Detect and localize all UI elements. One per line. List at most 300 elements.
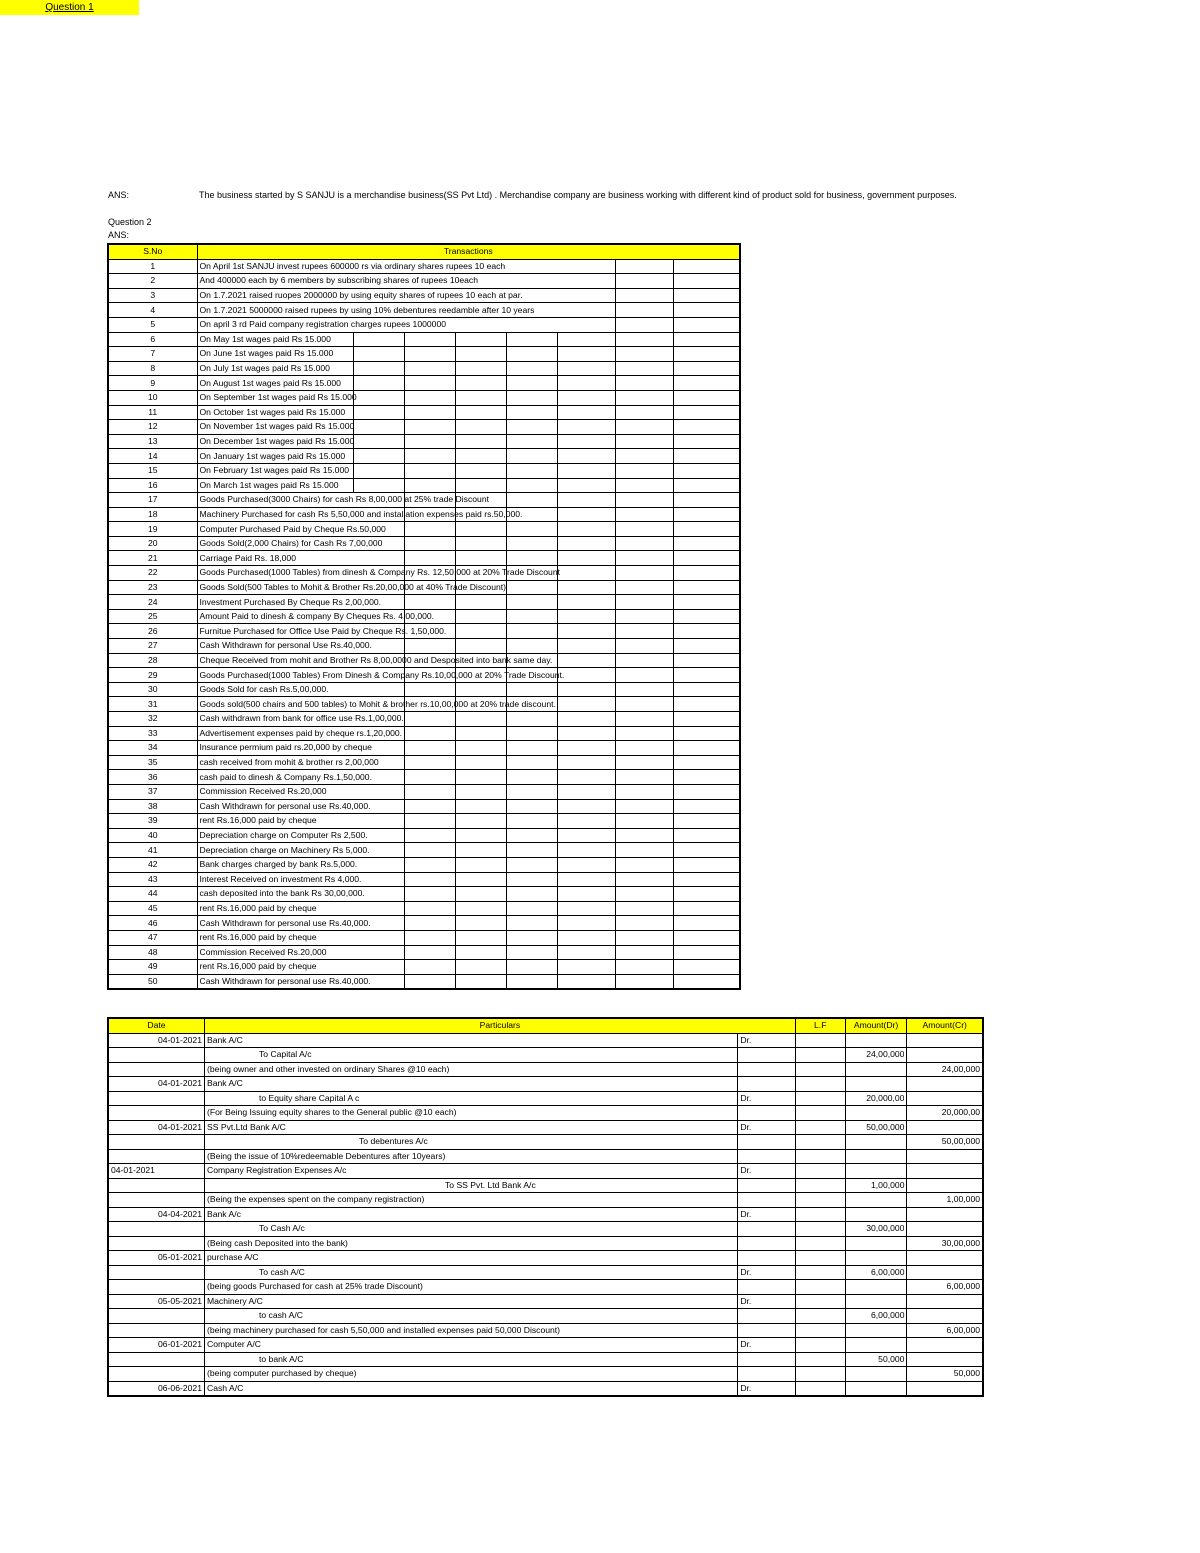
journal-row (108, 1338, 983, 1353)
empty-cell (615, 828, 673, 843)
journal-date (108, 1178, 204, 1193)
empty-cell (557, 726, 615, 741)
journal-row (108, 1309, 983, 1324)
empty-cell (506, 609, 557, 624)
empty-cell (506, 726, 557, 741)
journal-row (108, 1352, 983, 1367)
transaction-row (108, 536, 740, 551)
empty-cell (455, 551, 506, 566)
empty-cell (404, 887, 455, 902)
empty-cell (404, 463, 455, 478)
empty-cell (404, 478, 455, 493)
empty-cell (673, 916, 740, 931)
empty-cell (455, 930, 506, 945)
header-amount-dr: Amount(Dr) (845, 1018, 907, 1033)
journal-row (108, 1280, 983, 1295)
empty-cell (673, 828, 740, 843)
empty-cell (455, 872, 506, 887)
transaction-text: On December 1st wages paid Rs 15.000 (197, 434, 353, 449)
journal-amount-dr: 50,000 (845, 1352, 907, 1367)
empty-cell (506, 434, 557, 449)
empty-cell (673, 872, 740, 887)
journal-amount-cr (907, 1149, 983, 1164)
transaction-sno: 1 (108, 259, 197, 274)
transaction-sno: 50 (108, 974, 197, 989)
empty-cell (506, 770, 557, 785)
empty-cell (404, 639, 455, 654)
journal-date: 04-04-2021 (108, 1207, 204, 1222)
empty-cell (506, 945, 557, 960)
journal-row (108, 1236, 983, 1251)
transaction-row (108, 960, 740, 975)
empty-cell (353, 376, 404, 391)
journal-particulars: Company Registration Expenses A/c (204, 1164, 737, 1179)
empty-cell (455, 449, 506, 464)
journal-date: 04-01-2021 (108, 1033, 204, 1048)
empty-cell (673, 274, 740, 289)
journal-amount-cr (907, 1120, 983, 1135)
journal-amount-dr (845, 1193, 907, 1208)
transaction-sno: 16 (108, 478, 197, 493)
empty-cell (506, 449, 557, 464)
transaction-row (108, 420, 740, 435)
journal-lf (795, 1367, 845, 1382)
journal-lf (795, 1280, 845, 1295)
journal-amount-cr: 24,00,000 (907, 1062, 983, 1077)
transaction-sno: 23 (108, 580, 197, 595)
empty-cell (615, 288, 673, 303)
transaction-sno: 36 (108, 770, 197, 785)
journal-amount-cr (907, 1207, 983, 1222)
empty-cell (673, 361, 740, 376)
empty-cell (404, 784, 455, 799)
transaction-text: On June 1st wages paid Rs 15.000 (197, 347, 353, 362)
empty-cell (673, 784, 740, 799)
empty-cell (557, 843, 615, 858)
empty-cell (557, 799, 615, 814)
journal-date: 05-05-2021 (108, 1294, 204, 1309)
transaction-row (108, 274, 740, 289)
transaction-sno: 29 (108, 668, 197, 683)
transaction-row (108, 303, 740, 318)
empty-cell (557, 814, 615, 829)
journal-dr-marker (738, 1149, 795, 1164)
journal-amount-cr (907, 1338, 983, 1353)
empty-cell (557, 784, 615, 799)
empty-cell (557, 376, 615, 391)
transaction-sno: 10 (108, 390, 197, 405)
journal-date: 05-01-2021 (108, 1251, 204, 1266)
transaction-text: Depreciation charge on Computer Rs 2,500. (197, 828, 404, 843)
empty-cell (506, 478, 557, 493)
journal-amount-cr (907, 1309, 983, 1324)
empty-cell (673, 624, 740, 639)
empty-cell (615, 930, 673, 945)
empty-cell (615, 507, 673, 522)
empty-cell (404, 361, 455, 376)
journal-particulars: To debentures A/c (204, 1135, 737, 1150)
empty-cell (673, 726, 740, 741)
transaction-sno: 4 (108, 303, 197, 318)
transaction-text: Amount Paid to dinesh & company By Cheques Rs. 4,00,000. (197, 609, 404, 624)
transaction-text: Commission Received Rs.20,000 (197, 945, 404, 960)
empty-cell (557, 449, 615, 464)
empty-cell (506, 974, 557, 989)
empty-cell (353, 434, 404, 449)
transaction-sno: 5 (108, 317, 197, 332)
transactions-header-row (108, 244, 740, 259)
journal-particulars: (being goods Purchased for cash at 25% trade Discount) (204, 1280, 737, 1295)
journal-amount-dr (845, 1106, 907, 1121)
journal-amount-dr (845, 1338, 907, 1353)
transaction-text: Machinery Purchased for cash Rs 5,50,000 and installation expenses paid rs.50,000. (197, 507, 404, 522)
journal-dr-marker: Dr. (738, 1120, 795, 1135)
journal-dr-marker: Dr. (738, 1381, 795, 1396)
journal-amount-cr: 50,00,000 (907, 1135, 983, 1150)
empty-cell (455, 712, 506, 727)
empty-cell (615, 303, 673, 318)
journal-dr-marker (738, 1367, 795, 1382)
empty-cell (615, 449, 673, 464)
empty-cell (615, 361, 673, 376)
journal-row (108, 1164, 983, 1179)
journal-dr-marker (738, 1222, 795, 1237)
transaction-sno: 7 (108, 347, 197, 362)
journal-amount-dr (845, 1236, 907, 1251)
answer-2-label: ANS: (108, 230, 130, 240)
journal-amount-dr (845, 1251, 907, 1266)
empty-cell (353, 390, 404, 405)
journal-particulars: Bank A/c (204, 1207, 737, 1222)
transaction-sno: 13 (108, 434, 197, 449)
empty-cell (615, 478, 673, 493)
empty-cell (506, 522, 557, 537)
transaction-sno: 25 (108, 609, 197, 624)
journal-dr-marker (738, 1193, 795, 1208)
empty-cell (557, 595, 615, 610)
journal-particulars: (being owner and other invested on ordinary Shares @10 each) (204, 1062, 737, 1077)
transaction-text: Computer Purchased Paid by Cheque Rs.50,000 (197, 522, 404, 537)
empty-cell (673, 303, 740, 318)
journal-row (108, 1106, 983, 1121)
journal-dr-marker (738, 1323, 795, 1338)
transaction-row (108, 799, 740, 814)
empty-cell (615, 595, 673, 610)
empty-cell (615, 405, 673, 420)
empty-cell (353, 332, 404, 347)
transaction-row (108, 434, 740, 449)
transaction-row (108, 259, 740, 274)
journal-date (108, 1236, 204, 1251)
journal-date (108, 1091, 204, 1106)
journal-lf (795, 1236, 845, 1251)
empty-cell (404, 916, 455, 931)
journal-particulars: Computer A/C (204, 1338, 737, 1353)
empty-cell (557, 930, 615, 945)
empty-cell (455, 682, 506, 697)
journal-amount-cr (907, 1222, 983, 1237)
empty-cell (404, 945, 455, 960)
empty-cell (557, 609, 615, 624)
empty-cell (506, 493, 557, 508)
empty-cell (615, 784, 673, 799)
transaction-row (108, 595, 740, 610)
journal-dr-marker (738, 1309, 795, 1324)
journal-row (108, 1207, 983, 1222)
journal-particulars: Bank A/C (204, 1033, 737, 1048)
empty-cell (615, 814, 673, 829)
empty-cell (506, 332, 557, 347)
empty-cell (673, 507, 740, 522)
empty-cell (455, 741, 506, 756)
journal-lf (795, 1309, 845, 1324)
empty-cell (557, 434, 615, 449)
empty-cell (615, 259, 673, 274)
transaction-sno: 30 (108, 682, 197, 697)
journal-row (108, 1149, 983, 1164)
journal-particulars: To Cash A/c (204, 1222, 737, 1237)
empty-cell (673, 566, 740, 581)
journal-amount-cr (907, 1178, 983, 1193)
journal-lf (795, 1323, 845, 1338)
empty-cell (615, 609, 673, 624)
journal-particulars: purchase A/C (204, 1251, 737, 1266)
empty-cell (404, 551, 455, 566)
empty-cell (557, 347, 615, 362)
journal-dr-marker: Dr. (738, 1265, 795, 1280)
empty-cell (557, 857, 615, 872)
empty-cell (455, 361, 506, 376)
empty-cell (673, 697, 740, 712)
empty-cell (673, 974, 740, 989)
header-amount-cr: Amount(Cr) (907, 1018, 983, 1033)
empty-cell (673, 522, 740, 537)
empty-cell (353, 463, 404, 478)
transaction-row (108, 609, 740, 624)
empty-cell (673, 712, 740, 727)
transaction-row (108, 770, 740, 785)
transaction-row (108, 755, 740, 770)
transaction-row (108, 843, 740, 858)
empty-cell (404, 347, 455, 362)
transaction-text: cash deposited into the bank Rs 30,00,000. (197, 887, 404, 902)
journal-amount-dr: 1,00,000 (845, 1178, 907, 1193)
transaction-sno: 41 (108, 843, 197, 858)
empty-cell (455, 332, 506, 347)
empty-cell (455, 770, 506, 785)
empty-cell (615, 624, 673, 639)
journal-date (108, 1280, 204, 1295)
journal-amount-cr: 6,00,000 (907, 1280, 983, 1295)
transaction-text: On November 1st wages paid Rs 15.000 (197, 420, 353, 435)
empty-cell (404, 376, 455, 391)
transaction-row (108, 507, 740, 522)
empty-cell (455, 420, 506, 435)
journal-row (108, 1120, 983, 1135)
journal-dr-marker: Dr. (738, 1033, 795, 1048)
journal-lf (795, 1106, 845, 1121)
empty-cell (557, 945, 615, 960)
empty-cell (455, 522, 506, 537)
empty-cell (615, 536, 673, 551)
transaction-sno: 11 (108, 405, 197, 420)
empty-cell (404, 536, 455, 551)
empty-cell (557, 697, 615, 712)
header-lf: L.F (795, 1018, 845, 1033)
journal-lf (795, 1381, 845, 1396)
journal-particulars: (Being the issue of 10%redeemable Debentures after 10years) (204, 1149, 737, 1164)
empty-cell (404, 449, 455, 464)
journal-date: 06-01-2021 (108, 1338, 204, 1353)
empty-cell (506, 536, 557, 551)
empty-cell (353, 361, 404, 376)
transaction-sno: 27 (108, 639, 197, 654)
journal-amount-cr (907, 1352, 983, 1367)
empty-cell (673, 639, 740, 654)
transaction-sno: 19 (108, 522, 197, 537)
empty-cell (455, 945, 506, 960)
journal-amount-cr: 30,00,000 (907, 1236, 983, 1251)
empty-cell (404, 420, 455, 435)
empty-cell (506, 901, 557, 916)
empty-cell (404, 770, 455, 785)
empty-cell (455, 960, 506, 975)
empty-cell (557, 712, 615, 727)
journal-amount-dr (845, 1381, 907, 1396)
empty-cell (404, 828, 455, 843)
empty-cell (506, 420, 557, 435)
empty-cell (673, 901, 740, 916)
journal-amount-cr: 1,00,000 (907, 1193, 983, 1208)
empty-cell (557, 536, 615, 551)
empty-cell (673, 420, 740, 435)
journal-particulars: To Capital A/c (204, 1048, 737, 1063)
transaction-row (108, 974, 740, 989)
empty-cell (615, 726, 673, 741)
journal-particulars: (being machinery purchased for cash 5,50,000 and installed expenses paid 50,000 Discount) (204, 1323, 737, 1338)
journal-particulars: Machinery A/C (204, 1294, 737, 1309)
transaction-text: Furnitue Purchased for Office Use Paid by Cheque Rs. 1,50,000. (197, 624, 404, 639)
transaction-sno: 18 (108, 507, 197, 522)
empty-cell (506, 887, 557, 902)
empty-cell (557, 770, 615, 785)
transaction-text: Goods Purchased(1000 Tables) From Dinesh & Company Rs.10,00,000 at 20% Trade Discount. (197, 668, 404, 683)
journal-row (108, 1048, 983, 1063)
journal-date: 04-01-2021 (108, 1120, 204, 1135)
empty-cell (506, 872, 557, 887)
empty-cell (673, 347, 740, 362)
empty-cell (404, 712, 455, 727)
empty-cell (455, 784, 506, 799)
empty-cell (557, 566, 615, 581)
journal-row (108, 1178, 983, 1193)
empty-cell (557, 916, 615, 931)
empty-cell (353, 347, 404, 362)
empty-cell (673, 317, 740, 332)
journal-amount-dr (845, 1033, 907, 1048)
transaction-text: Cash withdrawn from bank for office use Rs.1,00,000. (197, 712, 404, 727)
transaction-row (108, 376, 740, 391)
empty-cell (404, 814, 455, 829)
transaction-row (108, 639, 740, 654)
empty-cell (506, 784, 557, 799)
transaction-row (108, 317, 740, 332)
empty-cell (506, 405, 557, 420)
empty-cell (506, 828, 557, 843)
transaction-text: Investment Purchased By Cheque Rs 2,00,000. (197, 595, 404, 610)
transaction-row (108, 332, 740, 347)
empty-cell (455, 857, 506, 872)
journal-lf (795, 1135, 845, 1150)
empty-cell (615, 712, 673, 727)
journal-amount-cr (907, 1381, 983, 1396)
transaction-text: cash paid to dinesh & Company Rs.1,50,000. (197, 770, 404, 785)
transaction-sno: 37 (108, 784, 197, 799)
journal-lf (795, 1193, 845, 1208)
journal-row (108, 1135, 983, 1150)
transaction-text: On 1.7.2021 raised ruopes 2000000 by using equity shares of rupees 10 each at par. (197, 288, 615, 303)
journal-date (108, 1135, 204, 1150)
empty-cell (673, 332, 740, 347)
journal-particulars: To SS Pvt. Ltd Bank A/c (204, 1178, 737, 1193)
empty-cell (455, 887, 506, 902)
journal-date (108, 1193, 204, 1208)
transaction-sno: 48 (108, 945, 197, 960)
journal-row (108, 1323, 983, 1338)
journal-lf (795, 1164, 845, 1179)
empty-cell (557, 624, 615, 639)
journal-row (108, 1033, 983, 1048)
empty-cell (615, 332, 673, 347)
empty-cell (455, 376, 506, 391)
empty-cell (557, 755, 615, 770)
empty-cell (557, 507, 615, 522)
empty-cell (615, 799, 673, 814)
transaction-row (108, 390, 740, 405)
journal-dr-marker: Dr. (738, 1294, 795, 1309)
transaction-row (108, 522, 740, 537)
empty-cell (557, 332, 615, 347)
empty-cell (455, 799, 506, 814)
empty-cell (506, 755, 557, 770)
journal-dr-marker: Dr. (738, 1164, 795, 1179)
empty-cell (455, 624, 506, 639)
empty-cell (673, 478, 740, 493)
transaction-sno: 38 (108, 799, 197, 814)
transaction-sno: 12 (108, 420, 197, 435)
empty-cell (557, 551, 615, 566)
empty-cell (673, 259, 740, 274)
journal-lf (795, 1062, 845, 1077)
journal-dr-marker (738, 1352, 795, 1367)
transaction-sno: 46 (108, 916, 197, 931)
empty-cell (615, 872, 673, 887)
transaction-text: Cash Withdrawn for personal use Rs.40,000. (197, 916, 404, 931)
journal-dr-marker (738, 1048, 795, 1063)
journal-amount-cr (907, 1294, 983, 1309)
journal-date: 06-06-2021 (108, 1381, 204, 1396)
transaction-sno: 35 (108, 755, 197, 770)
empty-cell (673, 857, 740, 872)
journal-amount-cr (907, 1077, 983, 1092)
empty-cell (404, 595, 455, 610)
empty-cell (404, 843, 455, 858)
journal-particulars: to Equity share Capital A c (204, 1091, 737, 1106)
empty-cell (673, 945, 740, 960)
journal-dr-marker: Dr. (738, 1207, 795, 1222)
empty-cell (673, 668, 740, 683)
journal-amount-dr (845, 1207, 907, 1222)
